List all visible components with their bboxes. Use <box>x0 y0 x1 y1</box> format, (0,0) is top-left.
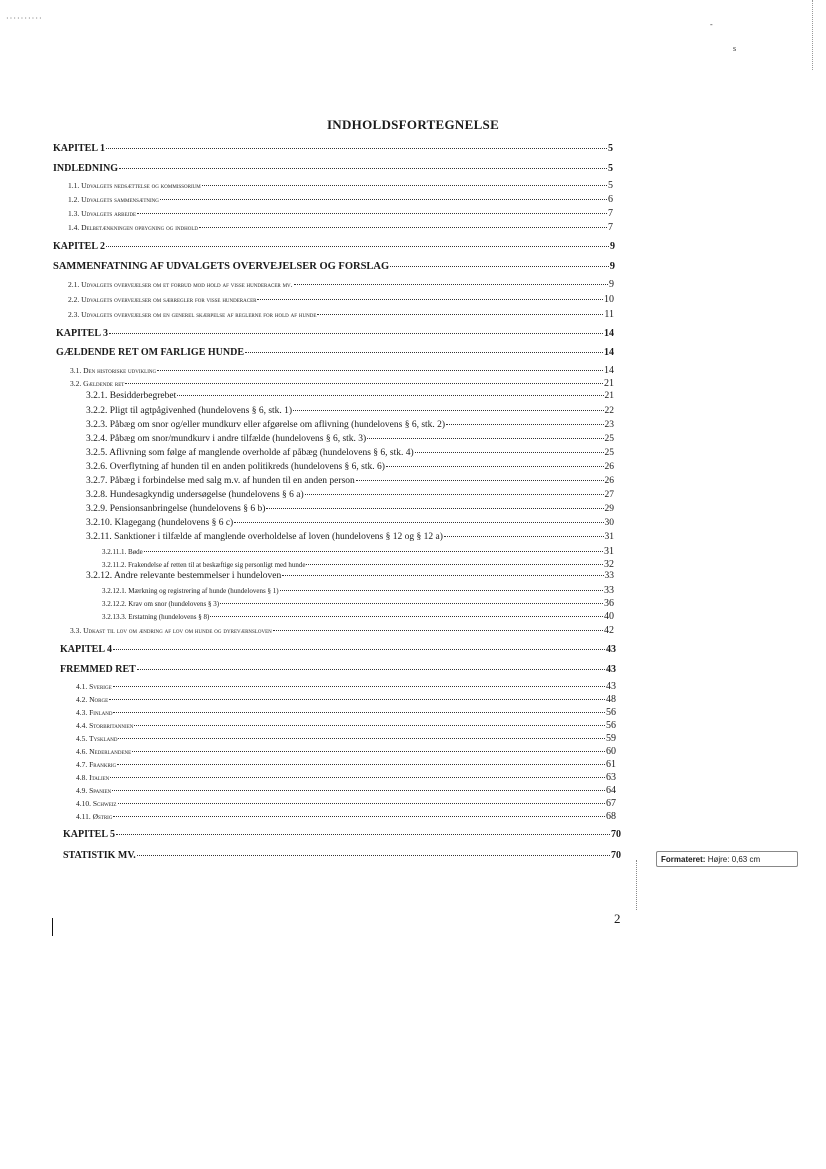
toc-entry[interactable]: 3.2.2. Pligt til agtpågivenhed (hundelovens § 6, stk. 1) 22 <box>86 406 614 416</box>
scan-artifact-dots: ·········· <box>6 14 43 23</box>
toc-entry[interactable]: 3.2.11.2. Frakendelse af retten til at beskæftige sig personligt med hunde 32 <box>102 559 614 570</box>
toc-entry[interactable]: 4.3. Finland 56 <box>76 707 616 718</box>
toc-entry[interactable]: INDLEDNING 5 <box>53 163 613 174</box>
toc-entry[interactable]: 3.2.6. Overflytning af hunden til en anden politikreds (hundelovens § 6, stk. 6) 26 <box>86 462 614 472</box>
toc-entry[interactable]: 4.8. Italien 63 <box>76 772 616 783</box>
toc-entry[interactable]: 3.2.1. Besidderbegrebet 21 <box>86 391 614 401</box>
toc-entry[interactable]: 4.9. Spanien 64 <box>76 785 616 796</box>
toc-entry[interactable]: KAPITEL 2 9 <box>53 241 615 252</box>
toc-entry[interactable]: 4.10. Schweiz 67 <box>76 798 616 809</box>
toc-entry[interactable]: 3.2.9. Pensionsanbringelse (hundelovens § 6 b) 29 <box>86 504 614 514</box>
comment-label: Formateret: <box>661 855 706 864</box>
toc-entry[interactable]: 3.2.12.2. Krav om snor (hundelovens § 3) 36 <box>102 598 614 609</box>
toc-entry[interactable]: 3.3. Udkast til lov om ændring af lov om hunde og dyreværnsloven 42 <box>70 625 614 636</box>
toc-entry[interactable]: 2.1. Udvalgets overvejelser om et forbud mod hold af visse hunderacer mv. 9 <box>68 279 614 290</box>
toc-entry[interactable]: KAPITEL 3 14 <box>56 328 614 339</box>
text-cursor <box>52 918 53 936</box>
toc-entry[interactable]: GÆLDENDE RET OM FARLIGE HUNDE 14 <box>56 347 614 358</box>
toc-entry[interactable]: 3.2.11.1. Bøde 31 <box>102 546 614 557</box>
toc-entry[interactable]: 4.1. Sverige 43 <box>76 681 616 692</box>
toc-entry[interactable]: 3.1. Den historiske udvikling 14 <box>70 365 614 376</box>
toc-entry[interactable]: 3.2.5. Aflivning som følge af manglende overholde af påbæg (hundelovens § 6, stk. 4) 25 <box>86 448 614 458</box>
toc-entry[interactable]: 4.6. Nederlandene 60 <box>76 746 616 757</box>
toc-entry[interactable]: FREMMED RET 43 <box>60 664 616 675</box>
toc-entry[interactable]: 2.2. Udvalgets overvejelser om særregler for visse hunderacer 10 <box>68 294 614 305</box>
toc-entry[interactable]: SAMMENFATNING AF UDVALGETS OVERVEJELSER OG FORSLAG 9 <box>53 261 615 272</box>
page-number: 2 <box>614 911 621 926</box>
comment-text: Højre: 0,63 cm <box>707 855 761 864</box>
toc-entry[interactable]: 3.2.13.3. Erstatning (hundelovens § 8) 40 <box>102 611 614 622</box>
toc-entry[interactable]: 1.1. Udvalgets nedsættelse og kommissorium 5 <box>68 180 613 191</box>
toc-entry[interactable]: 3.2.12.1. Mærkning og registrering af hunde (hundelovens § 1) 33 <box>102 585 614 596</box>
toc-entry[interactable]: 1.2. Udvalgets sammensætning 6 <box>68 194 613 205</box>
scan-artifact-mark: s <box>733 44 737 53</box>
toc-entry[interactable]: 2.3. Udvalgets overvejelser om en generel skærpelse af reglerne for hold af hunde 11 <box>68 309 614 320</box>
comment-connector-line <box>636 860 657 910</box>
toc-entry[interactable]: 1.4. Delbetænkningen opbygning og indhold 7 <box>68 222 613 233</box>
toc-entry[interactable]: 3.2.7. Påbæg i forbindelse med salg m.v. af hunden til en anden person 26 <box>86 476 614 486</box>
toc-entry[interactable]: 4.5. Tyskland 59 <box>76 733 616 744</box>
toc-entry[interactable]: 3.2.8. Hundesagkyndig undersøgelse (hundelovens § 6 a) 27 <box>86 490 614 500</box>
toc-entry[interactable]: KAPITEL 5 70 <box>63 829 621 840</box>
toc-title: INDHOLDSFORTEGNELSE <box>326 117 500 132</box>
toc-entry[interactable]: 3.2.10. Klagegang (hundelovens § 6 c) 30 <box>86 518 614 528</box>
toc-entry[interactable]: 4.7. Frankrig 61 <box>76 759 616 770</box>
toc-entry[interactable]: 3.2. Gældende ret 21 <box>70 378 614 389</box>
toc-entry[interactable]: 3.2.12. Andre relevante bestemmelser i hundeloven 33 <box>86 571 614 581</box>
toc-entry[interactable]: 1.3. Udvalgets arbejde 7 <box>68 208 613 219</box>
scan-artifact-mark: - <box>710 20 713 29</box>
toc-entry[interactable]: KAPITEL 4 43 <box>60 644 616 655</box>
toc-entry[interactable]: 3.2.4. Påbæg om snor/mundkurv i andre tilfælde (hundelovens § 6, stk. 3) 25 <box>86 434 614 444</box>
toc-entry[interactable]: STATISTIK MV. 70 <box>63 850 621 861</box>
toc-entry[interactable]: 3.2.3. Påbæg om snor og/eller mundkurv eller afgørelse om aflivning (hundelovens § 6, stk. 2) 23 <box>86 420 614 430</box>
toc-entry[interactable]: 4.4. Storbritannien 56 <box>76 720 616 731</box>
toc-entry[interactable]: 4.11. Østrig 68 <box>76 811 616 822</box>
toc-entry[interactable]: KAPITEL 1 5 <box>53 143 613 154</box>
format-comment-balloon[interactable] <box>656 851 798 867</box>
toc-entry[interactable]: 4.2. Norge 48 <box>76 694 616 705</box>
toc-entry[interactable]: 3.2.11. Sanktioner i tilfælde af manglende overholdelse af loven (hundelovens § 12 og § 12 a) 31 <box>86 532 614 542</box>
